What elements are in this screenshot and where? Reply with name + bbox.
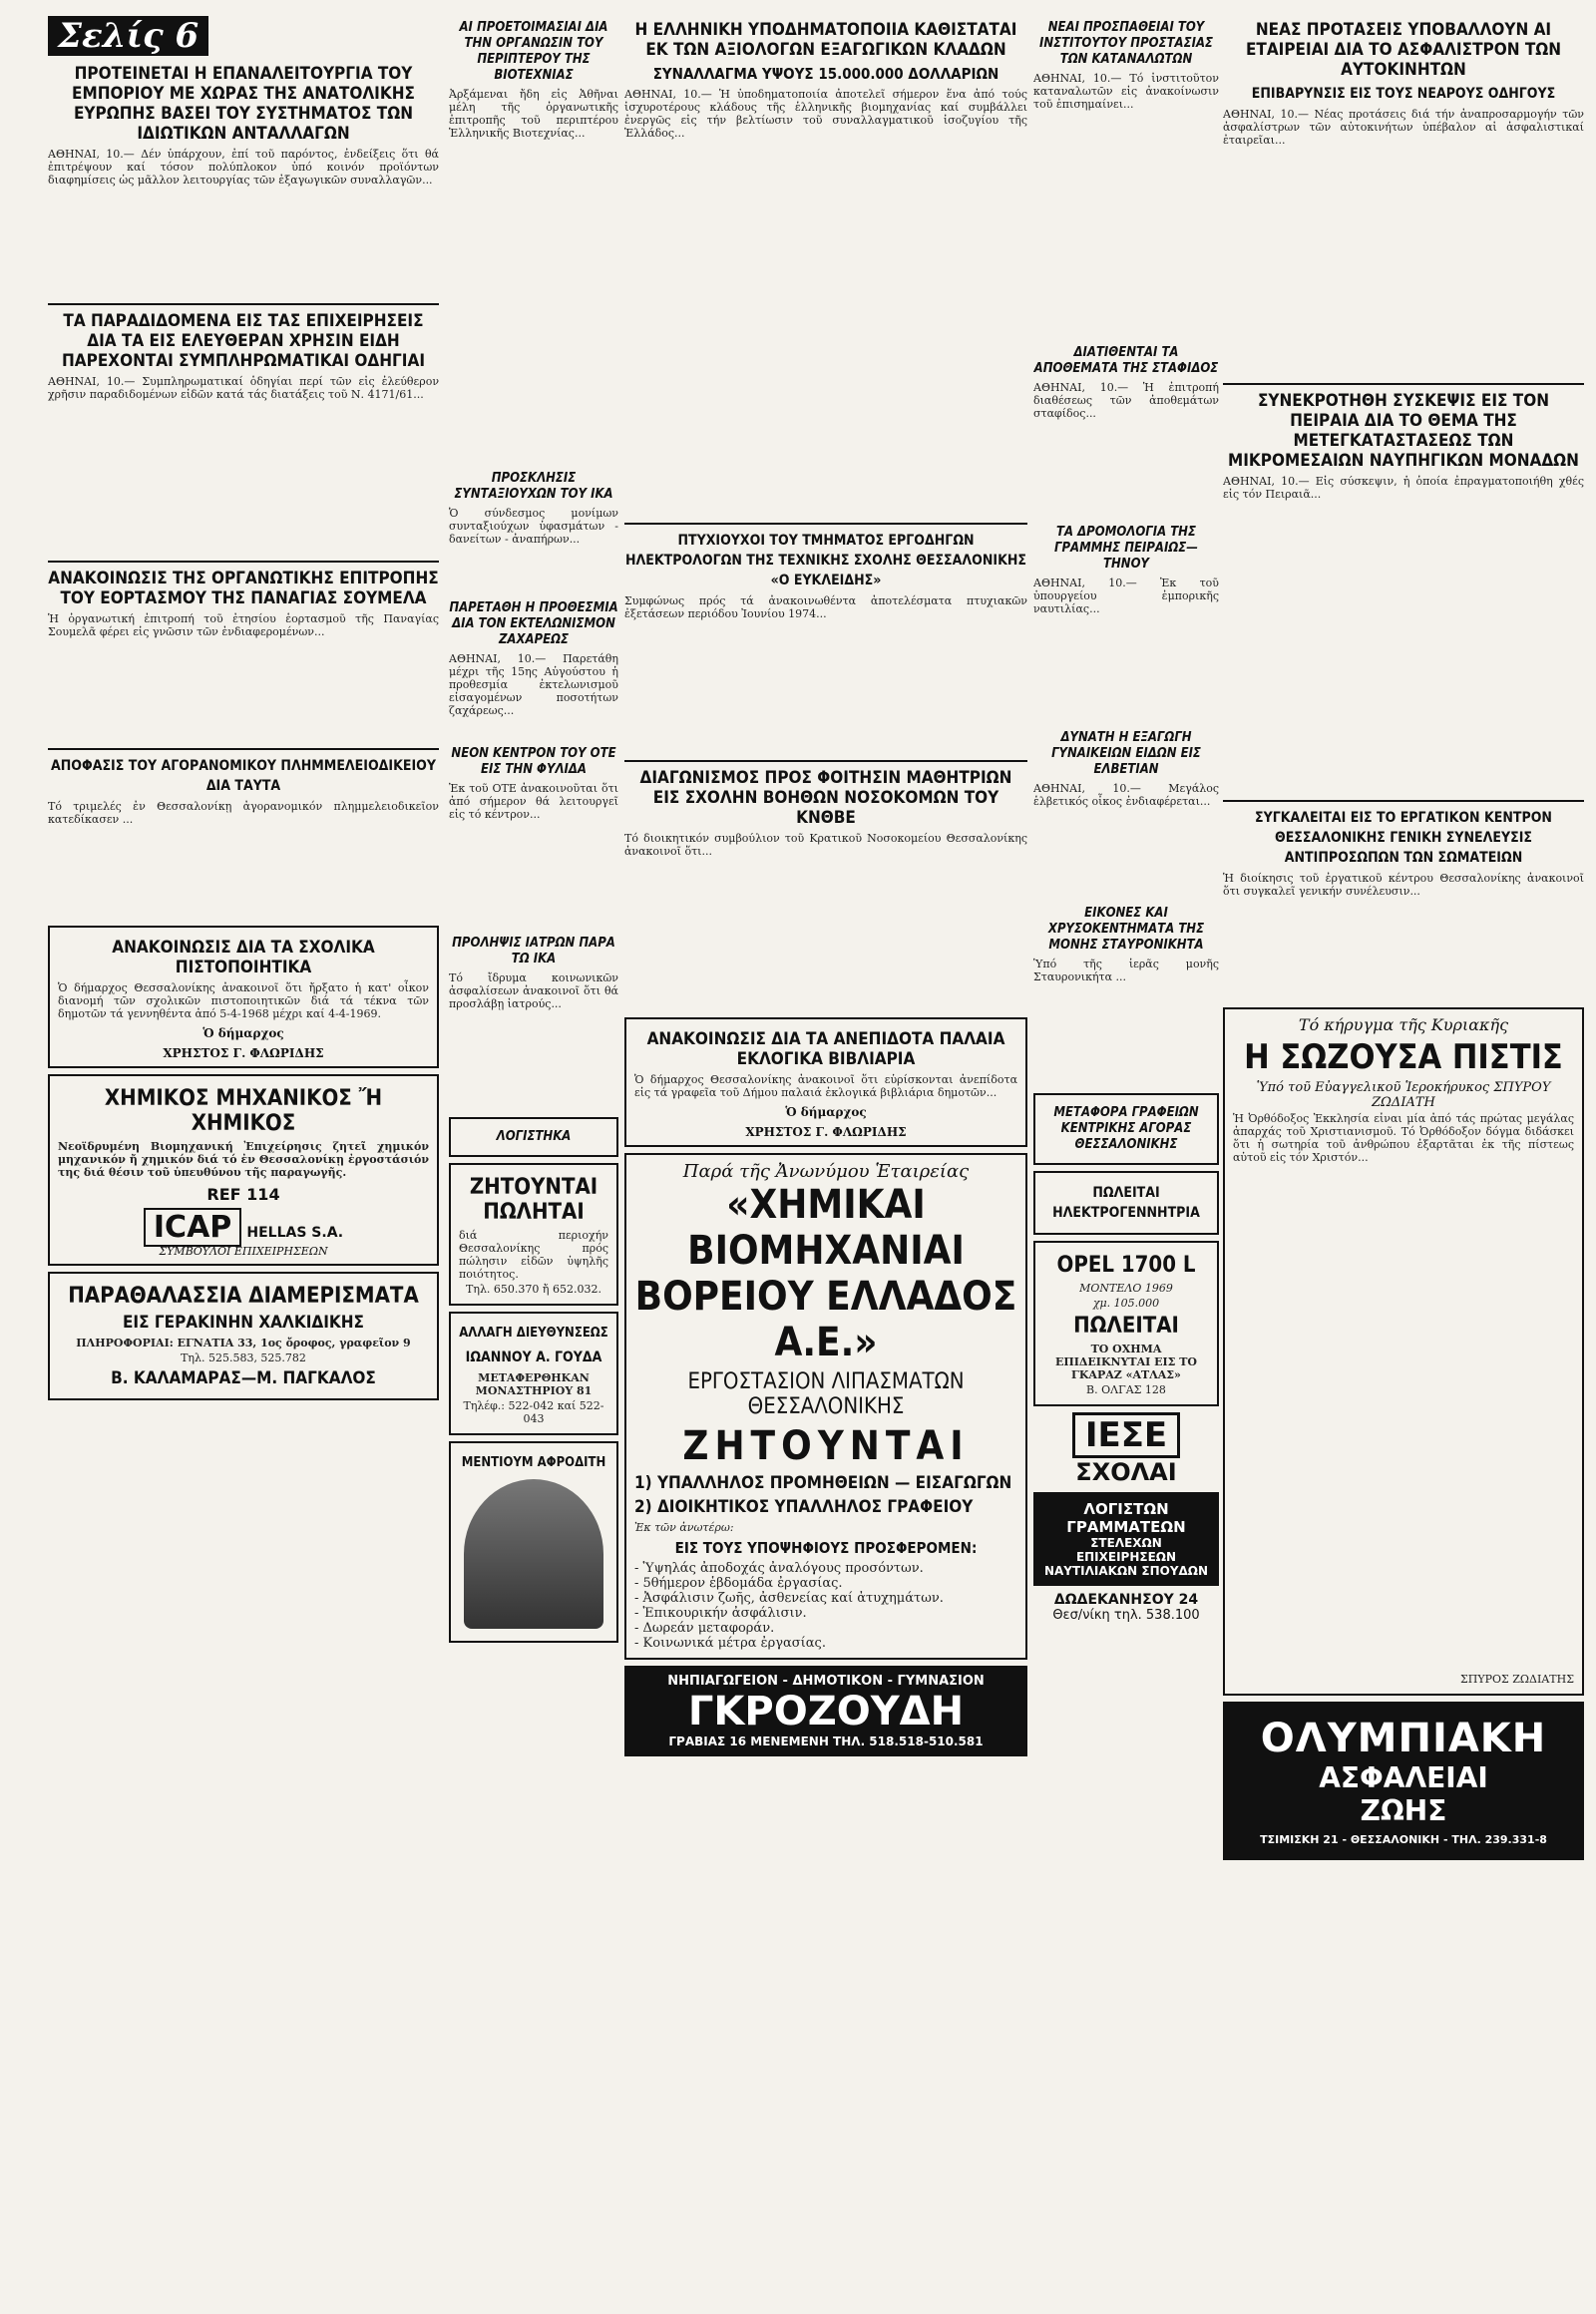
ad-info: ΠΛΗΡΟΦΟΡΙΑΙ: ΕΓΝΑΤΙΑ 33, 1ος ὄροφος, γραφεῖον 9	[76, 1337, 411, 1350]
article-body: Συμφώνως πρός τά ἀνακοινωθέντα ἀποτελέσματα πτυχιακῶν ἐξετάσεων περιόδου Ἰουνίου 1974...	[624, 594, 1027, 620]
headline-shipbuilding: ΣΥΝΕΚΡΟΤΗΘΗ ΣΥΣΚΕΨΙΣ ΕΙΣ ΤΟΝ ΠΕΙΡΑΙΑ ΔΙΑ ΤΟ ΘΕΜΑ ΤΗΣ ΜΕΤΕΓΚΑΤΑΣΤΑΣΕΩΣ ΤΩΝ ΜΙΚΡΟΜΕΣΑΙΩΝ ΝΑΥΠΗΓΙΚΩΝ ΜΟΝΑΔΩΝ	[1228, 391, 1579, 471]
ad-title: ΖΗΤΟΥΝΤΑΙ ΠΩΛΗΤΑΙ	[469, 1175, 598, 1225]
ad-subtitle: ΕΙΣ ΓΕΡΑΚΙΝΗΝ ΧΑΛΚΙΔΙΚΗΣ	[122, 1313, 365, 1333]
ad-company-1: «ΧΗΜΙΚΑΙ ΒΙΟΜΗΧΑΝΙΑΙ	[687, 1182, 965, 1274]
notice-market-offices	[1033, 1093, 1219, 1165]
article-body: ΑΘΗΝΑΙ, 10.— Εἰς σύσκεψιν, ἡ ὁποία ἐπραγματοποιήθη χθές εἰς τόν Πειραιᾶ...	[1223, 475, 1584, 501]
notice-title: ΜΕΤΑΦΟΡΑ ΓΡΑΦΕΙΩΝ ΚΕΝΤΡΙΚΗΣ ΑΓΟΡΑΣ ΘΕΣΣΑΛΟΝΙΚΗΣ	[1053, 1105, 1199, 1152]
article-body: Τό ἴδρυμα κοινωνικῶν ἀσφαλίσεων ἀνακοινοῖ ὅτι θά προσλάβῃ ἰατρούς...	[449, 971, 618, 1010]
headline-icons: ΕΙΚΟΝΕΣ ΚΑΙ ΧΡΥΣΟΚΕΝΤΗΜΑΤΑ ΤΗΣ ΜΟΝΗΣ ΣΤΑΥΡΟΝΙΚΗΤΑ	[1047, 906, 1205, 953]
schools-line-1: ΛΟΓΙΣΤΩΝ ΓΡΑΜΜΑΤΕΩΝ	[1066, 1500, 1186, 1536]
iese-logo: ΙΕΣΕ	[1072, 1412, 1180, 1458]
ad-title: ΧΗΜΙΚΟΣ ΜΗΧΑΝΙΚΟΣ Ἤ ΧΗΜΙΚΟΣ	[104, 1086, 383, 1136]
divider	[48, 561, 439, 563]
ad-body: διά περιοχήν Θεσσαλονίκης πρός πώλησιν εἰδῶν ὑψηλῆς ποιότητος.	[459, 1229, 608, 1281]
ad-offer-item: - Ἐπικουρικήν ἀσφάλισιν.	[634, 1606, 807, 1621]
ad-name: ΙΩΑΝΝΟΥ Α. ΓΟΥΔΑ	[465, 1350, 602, 1365]
ad-medium	[449, 1441, 618, 1643]
ad-tel: Τηλ. 525.583, 525.782	[181, 1351, 306, 1364]
ad-intro: Ἐκ τῶν ἀνωτέρω:	[634, 1521, 734, 1534]
column-3	[624, 16, 1027, 1762]
ad-pre: Παρά τῆς Ἀνωνύμου Ἑταιρείας	[682, 1161, 970, 1182]
headline-labour-center: ΣΥΓΚΑΛΕΙΤΑΙ ΕΙΣ ΤΟ ΕΡΓΑΤΙΚΟΝ ΚΕΝΤΡΟΝ ΘΕΣΣΑΛΟΝΙΚΗΣ ΓΕΝΙΚΗ ΣΥΝΕΛΕΥΣΙΣ ΑΝΤΙΠΡΟΣΩΠΩΝ ΤΩΝ ΣΩΜΑΤΕΙΩΝ	[1255, 810, 1552, 866]
sermon-body: Ἡ Ὀρθόδοξος Ἐκκλησία εἶναι μία ἀπό τάς πρώτας μεγάλας ἀπαρχάς τοῦ Χριστιανισμοῦ. Τό Ὀρθόδοξον δόγμα διδάσκει ὅτι ἡ σωτηρία τοῦ ἀνθρώπου ἐξαρτᾶται ἐκ τῆς πίστεως αὐτοῦ εἰς τόν Χριστόν...	[1233, 1112, 1574, 1164]
column-5	[1223, 16, 1584, 1860]
icap-tagline: ΣΥΜΒΟΥΛΟΙ ΕΠΙΧΕΙΡΗΣΕΩΝ	[159, 1245, 328, 1258]
headline-biotechnia: ΑΙ ΠΡΟΕΤΟΙΜΑΣΙΑΙ ΔΙΑ ΤΗΝ ΟΡΓΑΝΩΣΙΝ ΤΟΥ ΠΕΡΙΠΤΕΡΟΥ ΤΗΣ ΒΙΟΤΕΧΝΙΑΣ	[459, 20, 608, 83]
icap-brand: ICAP	[144, 1208, 241, 1247]
ad-title: ΜΕΝΤΙΟΥΜ ΑΦΡΟΔΙΤΗ	[461, 1455, 606, 1470]
divider	[624, 760, 1027, 762]
headline-piraeus-tinos: ΤΑ ΔΡΟΜΟΛΟΓΙΑ ΤΗΣ ΓΡΑΜΜΗΣ ΠΕΙΡΑΙΩΣ—ΤΗΝΟΥ	[1054, 525, 1198, 572]
sermon-byline: Ὑπό τοῦ Εὐαγγελικοῦ Ἱεροκήρυκος ΣΠΥΡΟΥ ΖΩΔΙΑΤΗ	[1256, 1080, 1551, 1110]
article-body: Ἡ ὀργανωτική ἐπιτροπή τοῦ ἐτησίου ἑορτασμοῦ τῆς Παναγίας Σουμελᾶ φέρει εἰς γνῶσιν τῶν ἐνδιαφερομένων...	[48, 612, 439, 638]
ad-title: ΠΩΛΕΙΤΑΙ ΗΛΕΚΤΡΟΓΕΝΝΗΤΡΙΑ	[1052, 1185, 1200, 1221]
ad-body: Νεοϊδρυμένη Βιομηχανική Ἐπιχείρησις ζητεῖ χημικόν μηχανικόν ἤ χημικόν διά τό ἐν Θεσσαλονίκῃ ἐργοστάσιόν της διά θέσιν τοῦ ὑπευθύνου τῆς παραγωγῆς.	[58, 1140, 429, 1179]
schools-tel: Θεσ/νίκη τηλ. 538.100	[1052, 1608, 1200, 1623]
article-body: ΑΘΗΝΑΙ, 10.— Ἐκ τοῦ ὑπουργείου ἐμπορικῆς ναυτιλίας...	[1033, 577, 1219, 615]
headline-ika-doctors: ΠΡΟΛΗΨΙΣ ΙΑΤΡΩΝ ΠΑΡΑ ΤΩ ΙΚΑ	[452, 936, 615, 966]
headline-shoe-industry: Η ΕΛΛΗΝΙΚΗ ΥΠΟΔΗΜΑΤΟΠΟΙΙΑ ΚΑΘΙΣΤΑΤΑΙ ΕΚ ΤΩΝ ΑΞΙΟΛΟΓΩΝ ΕΞΑΓΩΓΙΚΩΝ ΚΛΑΔΩΝ	[634, 20, 1017, 60]
banner-line-1: ΝΗΠΙΑΓΩΓΕΙΟΝ - ΔΗΜΟΤΙΚΟΝ - ΓΥΜΝΑΣΙΟΝ	[667, 1674, 985, 1689]
article-body: ΑΘΗΝΑΙ, 10.— Συμπληρωματικαί ὁδηγίαι περί τῶν εἰς ἐλεύθερον χρῆσιν παραδιδομένων εἰδῶν κατά τάς διατάξεις τοῦ Ν. 4171/61...	[48, 375, 439, 401]
page-masthead: Σελίς 6	[48, 16, 208, 56]
ad-plant: ΕΡΓΟΣΤΑΣΙΟΝ ΛΙΠΑΣΜΑΤΩΝ ΘΕΣΣΑΛΟΝΙΚΗΣ	[687, 1369, 965, 1419]
divider	[48, 303, 439, 305]
notice-election-booklets	[624, 1017, 1027, 1147]
headline-nursing-school: ΔΙΑΓΩΝΙΣΜΟΣ ΠΡΟΣ ΦΟΙΤΗΣΙΝ ΜΑΘΗΤΡΙΩΝ ΕΙΣ ΣΧΟΛΗΝ ΒΟΗΘΩΝ ΝΟΣΟΚΟΜΩΝ ΤΟΥ ΚΝΘΒΕ	[639, 768, 1012, 828]
sermon-kicker: Τό κήρυγμα τῆς Κυριακῆς	[1298, 1015, 1509, 1034]
notice-title: ΑΝΑΚΟΙΝΩΣΙΣ ΔΙΑ ΤΑ ΑΝΕΠΙΔΟΤΑ ΠΑΛΑΙΑ ΕΚΛΟΓΙΚΑ ΒΙΒΛΙΑΡΙΑ	[646, 1029, 1005, 1069]
headline-car-insurance: ΝΕΑΣ ΠΡΟΤΑΣΕΙΣ ΥΠΟΒΑΛΛΟΥΝ ΑΙ ΕΤΑΙΡΕΙΑΙ ΔΙΑ ΤΟ ΑΣΦΑΛΙΣΤΡΟΝ ΤΩΝ ΑΥΤΟΚΙΝΗΤΩΝ	[1245, 20, 1562, 80]
ad-body: ΜΕΤΑΦΕΡΘΗΚΑΝ ΜΟΝΑΣΤΗΡΙΟΥ 81	[475, 1371, 593, 1397]
headline-consumer-institute: ΝΕΑΙ ΠΡΟΣΠΑΘΕΙΑΙ ΤΟΥ ΙΝΣΤΙΤΟΥΤΟΥ ΠΡΟΣΤΑΣΙΑΣ ΤΩΝ ΚΑΤΑΝΑΛΩΤΩΝ	[1038, 20, 1213, 67]
article-body: ΑΘΗΝΑΙ, 10.— Δέν ὑπάρχουν, ἐπί τοῦ παρόντος, ἐνδείξεις ὅτι θά ἐπιτρέψουν καί τόσον πολύπλοκον ὑπό κοινόν προϊόντων διαφημίσεις ὡς μᾶλλον λειτουργίας τῶν ἐξαγωγικῶν συναλλαγῶν...	[48, 148, 439, 187]
sermon-signature: ΣΠΥΡΟΣ ΖΩΔΙΑΤΗΣ	[1459, 1673, 1574, 1686]
ad-title: ΠΑΡΑΘΑΛΑΣΣΙΑ ΔΙΑΜΕΡΙΣΜΑΤΑ	[68, 1284, 419, 1309]
sermon-article	[1223, 1007, 1584, 1696]
car-address: Β. ΟΛΓΑΣ 128	[1086, 1383, 1166, 1396]
divider	[624, 523, 1027, 525]
article-body: ΑΘΗΝΑΙ, 10.— Τό ἰνστιτοῦτον καταναλωτῶν εἰς ἀνακοίνωσιν τοῦ ἐπισημαίνει...	[1033, 72, 1219, 111]
column-4	[1033, 16, 1219, 1623]
headline-ote-center: ΝΕΟΝ ΚΕΝΤΡΟΝ ΤΟΥ ΟΤΕ ΕΙΣ ΤΗΝ ΦΥΛΙΔΑ	[451, 746, 616, 777]
ad-offer-title: ΕΙΣ ΤΟΥΣ ΥΠΟΨΗΦΙΟΥΣ ΠΡΟΣΦΕΡΟΜΕΝ:	[674, 1539, 978, 1557]
ad-names: Β. ΚΑΛΑΜΑΡΑΣ—Μ. ΠΑΓΚΑΛΟΣ	[111, 1368, 376, 1388]
divider	[1223, 800, 1584, 802]
ad-position-2: 2) ΔΙΟΙΚΗΤΙΚΟΣ ΥΠΑΛΛΗΛΟΣ ΓΡΑΦΕΙΟΥ	[634, 1497, 974, 1517]
icap-logo	[58, 1210, 429, 1245]
sermon-title: Η ΣΩΖΟΥΣΑ ΠΙΣΤΙΣ	[1244, 1037, 1563, 1077]
car-model: OPEL 1700 L	[1056, 1253, 1196, 1278]
article-body: ΑΘΗΝΑΙ, 10.— Μεγάλος ἑλβετικός οἶκος ἐνδιαφέρεται...	[1033, 782, 1219, 808]
column-1	[48, 16, 439, 1406]
article-body: Τό τριμελές ἐν Θεσσαλονίκῃ ἀγορανομικόν πλημμελειοδικεῖον κατεδίκασεν ...	[48, 800, 439, 826]
headline-graduates: ΠΤΥΧΙΟΥΧΟΙ ΤΟΥ ΤΜΗΜΑΤΟΣ ΕΡΓΟΔΗΓΩΝ ΗΛΕΚΤΡΟΛΟΓΩΝ ΤΗΣ ΤΕΧΝΙΚΗΣ ΣΧΟΛΗΣ ΘΕΣΣΑΛΟΝΙΚΗΣ «Ο ΕΥΚΛΕΙΔΗΣ»	[624, 533, 1026, 588]
signature-title: Ὁ δήμαρχος	[785, 1105, 867, 1119]
headline-ika-pensioners: ΠΡΟΣΚΛΗΣΙΣ ΣΥΝΤΑΞΙΟΥΧΩΝ ΤΟΥ ΙΚΑ	[454, 471, 613, 502]
headline-switzerland: ΔΥΝΑΤΗ Η ΕΞΑΓΩΓΗ ΓΥΝΑΙΚΕΙΩΝ ΕΙΔΩΝ ΕΙΣ ΕΛΒΕΤΙΑΝ	[1051, 730, 1201, 777]
headline-court-decision: ΑΠΟΦΑΣΙΣ ΤΟΥ ΑΓΟΡΑΝΟΜΙΚΟΥ ΠΛΗΜΜΕΛΕΙΟΔΙΚΕΙΟΥ ΔΙΑ ΤΑΥΤΑ	[51, 758, 436, 794]
ad-company-2: ΒΟΡΕΙΟΥ ΕΛΛΑΔΟΣ Α.Ε.»	[634, 1274, 1017, 1365]
ad-address-change	[449, 1312, 618, 1435]
article-body: ΑΘΗΝΑΙ, 10.— Ἡ ὑποδηματοποιία ἀποτελεῖ σήμερον ἕνα ἀπό τούς ἰσχυροτέρους κλάδους τῆς ἑλληνικῆς βιομηχανίας καί συμβάλλει ἐνεργῶς εἰς τήν βελτίωσιν τοῦ συναλλαγματικοῦ ἰσοζυγίου τῆς Ἑλλάδος...	[624, 88, 1027, 140]
ad-title: ΛΟΓΙΣΤΗΚΑ	[496, 1129, 572, 1144]
headline-trade-eastern-europe: ΠΡΟΤΕΙΝΕΤΑΙ Η ΕΠΑΝΑΛΕΙΤΟΥΡΓΙΑ ΤΟΥ ΕΜΠΟΡΙΟΥ ΜΕ ΧΩΡΑΣ ΤΗΣ ΑΝΑΤΟΛΙΚΗΣ ΕΥΡΩΠΗΣ ΒΑΣΕΙ ΤΟΥ ΣΥΣΤΗΜΑΤΟΣ ΤΩΝ ΙΔΙΩΤΙΚΩΝ ΑΝΤΑΛΛΑΓΩΝ	[72, 64, 415, 144]
ad-position-1: 1) ΥΠΑΛΛΗΛΟΣ ΠΡΟΜΗΘΕΙΩΝ — ΕΙΣΑΓΩΓΩΝ	[634, 1473, 1012, 1493]
car-garage: ΤΟ ΟΧΗΜΑ ΕΠΙΔΕΙΚΝΥΤΑΙ ΕΙΣ ΤΟ ΓΚΑΡΑΖ «ΑΤΛΑΣ»	[1054, 1343, 1198, 1381]
ad-opel	[1033, 1241, 1219, 1406]
headline-soumela: ΑΝΑΚΟΙΝΩΣΙΣ ΤΗΣ ΟΡΓΑΝΩΤΙΚΗΣ ΕΠΙΤΡΟΠΗΣ ΤΟΥ ΕΟΡΤΑΣΜΟΥ ΤΗΣ ΠΑΝΑΓΙΑΣ ΣΟΥΜΕΛΑ	[48, 569, 439, 608]
headline-sugar: ΠΑΡΕΤΑΘΗ Η ΠΡΟΘΕΣΜΙΑ ΔΙΑ ΤΟΝ ΕΚΤΕΛΩΝΙΣΜΟΝ ΖΑΧΑΡΕΩΣ	[449, 600, 618, 647]
ad-tel: Τηλέφ.: 522-042 καί 522-043	[463, 1399, 604, 1425]
ad-generator	[1033, 1171, 1219, 1235]
column-2	[449, 16, 618, 1649]
schools-box	[1033, 1492, 1219, 1586]
ad-offer-item: - 5θήμερον ἑβδομάδα ἐργασίας.	[634, 1576, 843, 1591]
divider	[48, 748, 439, 750]
ad-chemical-engineer	[48, 1074, 439, 1266]
notice-body: Ὁ δήμαρχος Θεσσαλονίκης ἀνακοινοῖ ὅτι εὑρίσκονται ἀνεπίδοτα εἰς τά γραφεῖα τοῦ Δήμου παλαιά ἐκλογικά βιβλιάρια δημοτῶν...	[634, 1073, 1017, 1099]
ad-offer-item: - Ὑψηλάς ἀποδοχάς ἀναλόγους προσόντων.	[634, 1561, 924, 1576]
ad-title: ΑΛΛΑΓΗ ΔΙΕΥΘΥΝΣΕΩΣ	[459, 1326, 608, 1341]
banner-name: ΓΚΡΟΖΟΥΔΗ	[687, 1689, 965, 1735]
car-for-sale: ΠΩΛΕΙΤΑΙ	[1073, 1314, 1179, 1339]
subhead-young-drivers: ΕΠΙΒΑΡΥΝΣΙΣ ΕΙΣ ΤΟΥΣ ΝΕΑΡΟΥΣ ΟΔΗΓΟΥΣ	[1251, 86, 1556, 102]
signature-name: ΧΡΗΣΤΟΣ Γ. ΦΛΩΡΙΔΗΣ	[163, 1046, 324, 1060]
signature-title: Ὁ δήμαρχος	[202, 1026, 284, 1040]
article-body: ΑΘΗΝΑΙ, 10.— Ἡ ἐπιτροπή διαθέσεως τῶν ἀποθεμάτων σταφίδος...	[1033, 381, 1219, 420]
icap-hellas: HELLAS S.A.	[246, 1225, 344, 1241]
article-body: Ὁ σύνδεσμος μονίμων συνταξιούχων ὑφασμάτων - δανείτων - ἀναπήρων...	[449, 507, 618, 546]
article-body: ΑΘΗΝΑΙ, 10.— Παρετάθη μέχρι τῆς 15ης Αὐγούστου ἡ προθεσμία ἐκτελωνισμοῦ εἰσαγομένων ποσοτήτων ζαχάρεως...	[449, 652, 618, 717]
ad-iese	[1033, 1412, 1219, 1623]
article-body: Τό διοικητικόν συμβούλιον τοῦ Κρατικοῦ Νοσοκομείου Θεσσαλονίκης ἀνακοινοῖ ὅτι...	[624, 832, 1027, 858]
banner-address: ΓΡΑΒΙΑΣ 16 ΜΕΝΕΜΕΝΗ ΤΗΛ. 518.518-510.581	[668, 1735, 984, 1748]
subhead-exchange: ΣΥΝΑΛΛΑΓΜΑ ΥΨΟΥΣ 15.000.000 ΔΟΛΛΑΡΙΩΝ	[652, 65, 999, 83]
ad-tel: Τηλ. 650.370 ἤ 652.032.	[466, 1283, 601, 1296]
car-year: ΜΟΝΤΕΛΟ 1969	[1079, 1282, 1173, 1295]
olymp-address: ΤΣΙΜΙΣΚΗ 21 - ΘΕΣΣΑΛΟΝΙΚΗ - ΤΗΛ. 239.331-8	[1260, 1833, 1547, 1846]
headline-raisins: ΔΙΑΤΙΘΕΝΤΑΙ ΤΑ ΑΠΟΘΕΜΑΤΑ ΤΗΣ ΣΤΑΦΙΔΟΣ	[1033, 345, 1219, 376]
article-body: Ἐκ τοῦ ΟΤΕ ἀνακοινοῦται ὅτι ἀπό σήμερον θά λειτουργεῖ εἰς τό κέντρον...	[449, 782, 618, 821]
olymp-line-2: ΑΣΦΑΛΕΙΑΙ	[1319, 1761, 1488, 1794]
ad-school-banner	[624, 1666, 1027, 1756]
ad-apartments	[48, 1272, 439, 1400]
ad-offer-item: - Δωρεάν μεταφοράν.	[634, 1621, 775, 1636]
signature-name: ΧΡΗΣΤΟΣ Γ. ΦΛΩΡΙΔΗΣ	[745, 1125, 907, 1139]
olymp-name: ΟΛΥΜΠΙΑΚΗ	[1260, 1716, 1547, 1761]
schools-title: ΣΧΟΛΑΙ	[1075, 1458, 1177, 1486]
headline-school-certificates: ΑΝΑΚΟΙΝΩΣΙΣ ΔΙΑ ΤΑ ΣΧΟΛΙΚΑ ΠΙΣΤΟΠΟΙΗΤΙΚΑ	[112, 938, 375, 977]
ad-ref: REF 114	[206, 1185, 280, 1204]
ad-chemical-industries	[624, 1153, 1027, 1660]
headline-free-use-goods: ΤΑ ΠΑΡΑΔΙΔΟΜΕΝΑ ΕΙΣ ΤΑΣ ΕΠΙΧΕΙΡΗΣΕΙΣ ΔΙΑ ΤΑ ΕΙΣ ΕΛΕΥΘΕΡΑΝ ΧΡΗΣΙΝ ΕΙΔΗ ΠΑΡΕΧΟΝΤΑΙ ΣΥΜΠΛΗΡΩΜΑΤΙΚΑΙ ΟΔΗΓΙΑΙ	[61, 311, 426, 371]
article-body: Ὑπό τῆς ἱερᾶς μονῆς Σταυρονικήτα ...	[1033, 958, 1219, 983]
article-body: Ἀρξάμεναι ἤδη εἰς Ἀθῆναι μέλη τῆς ὀργανωτικῆς ἐπιτροπῆς τοῦ περιπτέρου Ἑλληνικῆς Βιοτεχνίας...	[449, 88, 618, 140]
ad-offer-item: - Κοινωνικά μέτρα ἐργασίας.	[634, 1636, 826, 1651]
ad-olympiaki	[1223, 1702, 1584, 1860]
article-body: ΑΘΗΝΑΙ, 10.— Νέας προτάσεις διά τήν ἀναπροσαρμογήν τῶν ἀσφαλίστρων τῶν αὐτοκινήτων ὑπέβαλον αἱ ἀσφαλιστικαί ἐταιρεῖαι...	[1223, 108, 1584, 147]
notice-body: Ὁ δήμαρχος Θεσσαλονίκης ἀνακοινοῖ ὅτι ἤρξατο ἡ κατ' οἶκον διανομή τῶν σχολικῶν πιστοποιητικῶν διά τά τέκνα τῶν δημοτῶν τά γεννηθέντα ἀπό 5-4-1968 μέχρι καί 4-4-1969.	[58, 981, 429, 1020]
olymp-line-3: ΖΩΗΣ	[1360, 1794, 1447, 1827]
ad-salesmen	[449, 1163, 618, 1306]
ad-logistika	[449, 1117, 618, 1157]
schools-line-2: ΣΤΕΛΕΧΩΝ ΕΠΙΧΕΙΡΗΣΕΩΝ ΝΑΥΤΙΛΙΑΚΩΝ ΣΠΟΥΔΩΝ	[1043, 1536, 1209, 1578]
ad-wanted: ΖΗΤΟΥΝΤΑΙ	[682, 1423, 970, 1469]
ad-offer-item: - Ἀσφάλισιν ζωῆς, ἀσθενείας καί ἀτυχημάτων.	[634, 1591, 944, 1606]
divider	[1223, 383, 1584, 385]
schools-address: ΔΩΔΕΚΑΝΗΣΟΥ 24	[1053, 1592, 1199, 1608]
portrait-image	[464, 1479, 603, 1629]
car-km: χμ. 105.000	[1092, 1297, 1160, 1310]
article-body: Ἡ διοίκησις τοῦ ἐργατικοῦ κέντρου Θεσσαλονίκης ἀνακοινοῖ ὅτι συγκαλεῖ γενικήν συνέλευσιν...	[1223, 872, 1584, 898]
notice-school-certificates	[48, 926, 439, 1068]
